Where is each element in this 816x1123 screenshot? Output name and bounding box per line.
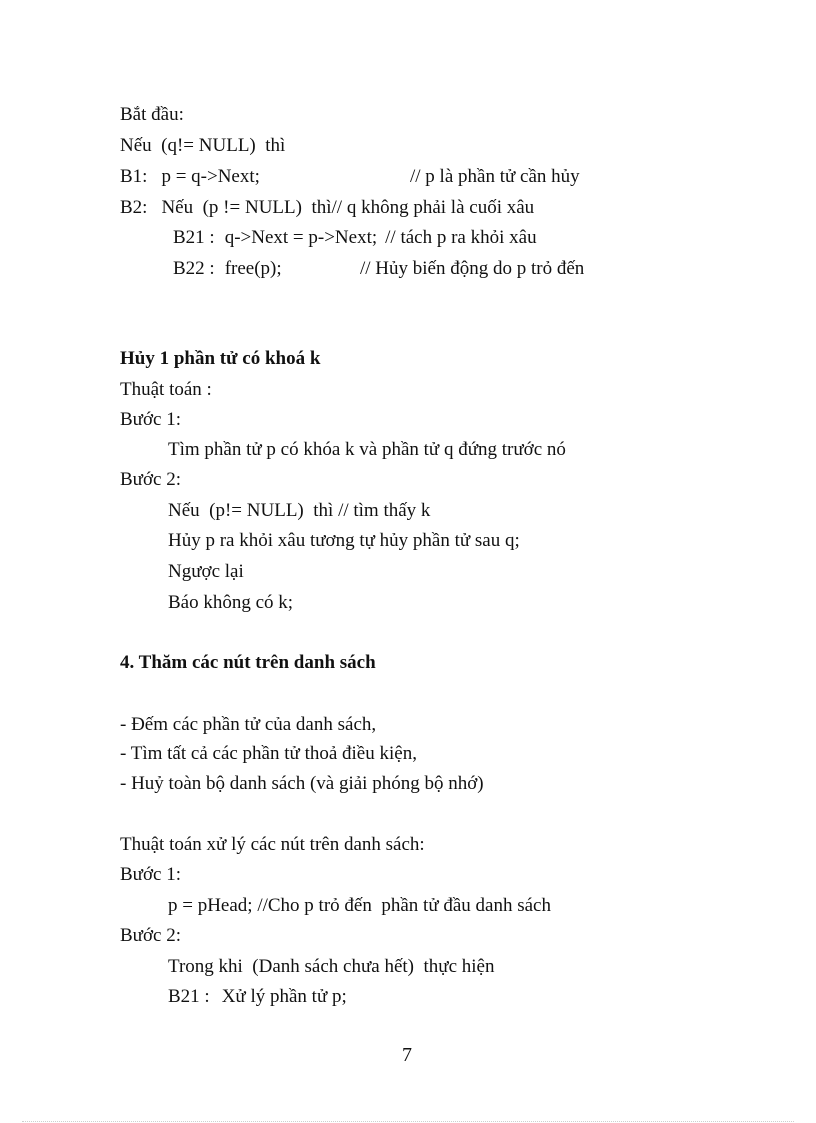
traverse-b21-text: Xử lý phần tử p;: [221, 986, 347, 1007]
page-bottom-divider: [22, 1121, 794, 1122]
traverse-b21-line: [168, 986, 347, 1008]
heading-delete-key: Hủy 1 phần tử có khoá k: [120, 348, 321, 369]
step2-label: Bước 2:: [120, 469, 181, 490]
bullet-item: - Đếm các phần tử của danh sách,: [120, 714, 377, 735]
traverse-step1-text: p = pHead; //Cho p trỏ đến phần tử đầu danh sách: [168, 895, 551, 916]
b22-comment: // Hủy biến động do p trỏ đến: [360, 258, 585, 279]
report-not-found: Báo không có k;: [168, 592, 294, 613]
bullet-item: - Huỷ toàn bộ danh sách (và giải phóng bộ nhớ): [120, 773, 484, 794]
traverse-algo: Thuật toán xử lý các nút trên danh sách:: [120, 834, 425, 855]
b21-line: [173, 227, 537, 249]
b22-code: free(p);: [224, 258, 282, 279]
b2-line: [120, 197, 534, 219]
b21-code: q->Next = p->Next;: [224, 227, 378, 248]
while-line: Trong khi (Danh sách chưa hết) thực hiện: [168, 956, 495, 977]
b1-label: B1:: [120, 166, 148, 187]
b1-line: [120, 166, 260, 188]
b22-line: [173, 258, 282, 280]
b1-code: p = q->Next;: [161, 166, 260, 187]
if-q-not-null: Nếu (q!= NULL) thì: [120, 135, 286, 156]
b2-label: B2:: [120, 197, 148, 218]
traverse-step1: Bước 1:: [120, 864, 181, 885]
bullet-item: - Tìm tất cả các phần tử thoả điều kiện,: [120, 743, 417, 764]
b2-code: Nếu (p != NULL) thì: [161, 197, 332, 218]
else-label: Ngược lại: [168, 561, 244, 582]
traverse-step2: Bước 2:: [120, 925, 181, 946]
step1-label: Bước 1:: [120, 409, 181, 430]
b2-comment: // q không phải là cuối xâu: [331, 197, 535, 218]
delete-action: Hủy p ra khỏi xâu tương tự hủy phần tử sau q;: [168, 530, 520, 551]
b22-label: B22 :: [173, 258, 215, 279]
b1-comment: // p là phần tử cần hủy: [410, 166, 580, 187]
heading-traverse: 4. Thăm các nút trên danh sách: [120, 652, 376, 673]
b21-comment: // tách p ra khỏi xâu: [385, 227, 537, 248]
page-number: 7: [402, 1044, 412, 1066]
step1-text: Tìm phần tử p có khóa k và phần tử q đứng trước nó: [168, 439, 566, 460]
b21-label: B21 :: [173, 227, 215, 248]
algo-label: Thuật toán :: [120, 379, 212, 400]
traverse-b21-label: B21 :: [168, 986, 210, 1007]
if-p-not-null: Nếu (p!= NULL) thì // tìm thấy k: [168, 500, 431, 521]
start-label: Bắt đầu:: [120, 104, 184, 125]
